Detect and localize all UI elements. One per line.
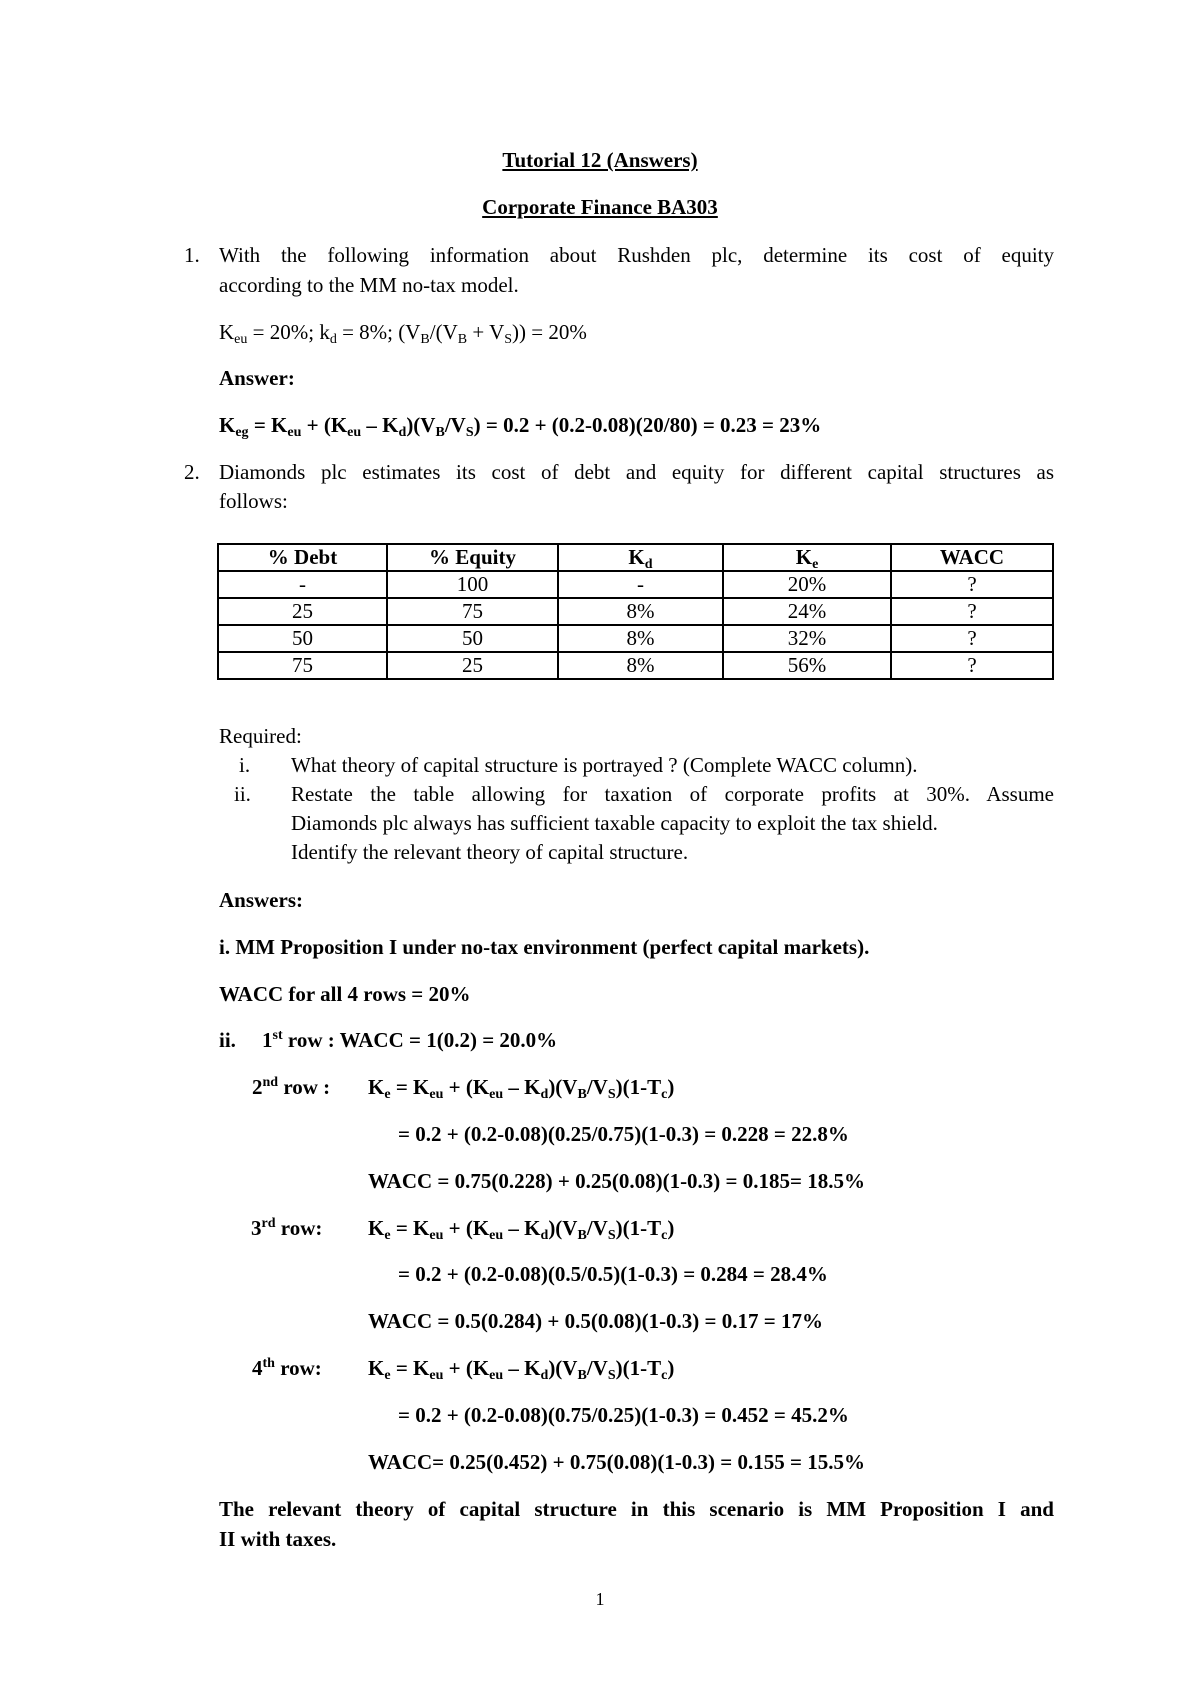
cell-kd: - [558,571,723,598]
cell-kd: 8% [558,652,723,679]
row1-wacc-calc: row : WACC = 1(0.2) = 20.0% [282,1028,558,1052]
conclusion-line2: II with taxes. [219,1527,337,1551]
row1-wacc: 1st row : WACC = 1(0.2) = 20.0% [262,1028,558,1052]
answer-i-text: i. MM Proposition I under no-tax environment (perfect capital markets). [219,935,870,959]
row4-ke-formula: $K_e = K_{eu} + (K_{eu} - K_d)(V_B/V_S)(1-T_c)$ [368,1356,675,1383]
q1-given: $K_{eu} = 20\%$; $k_d = 8\%$; $(V_B/(V_B + V_S)) = 20\%$ [219,320,587,347]
row3-ke-calc: = 0.2 + (0.2-0.08)(0.5/0.5)(1-0.3) = 0.284 = 28.4% [398,1262,828,1286]
page-number: 1 [595,1589,605,1609]
document-title: Tutorial 12 (Answers) [502,148,698,172]
q1-text-line2: according to the MM no-tax model. [219,273,519,297]
q1-answer-result: = 0.2 + (0.2-0.08)(20/80) = 0.23 = 23% [480,413,822,437]
wacc-all-rows: WACC for all 4 rows = 20% [219,982,471,1006]
header-ke: $K_e$ [723,544,891,571]
table-row [218,652,1053,679]
capital-structure-table [217,543,1054,680]
answer-ii-number: ii. [219,1028,236,1052]
cell-wacc: ? [891,598,1053,625]
table-row [218,598,1053,625]
row2-wacc: WACC = 0.75(0.228) + 0.25(0.08)(1-0.3) = 0.185= 18.5% [368,1169,865,1193]
row4-ke-calc: = 0.2 + (0.2-0.08)(0.75/0.25)(1-0.3) = 0.452 = 45.2% [398,1403,849,1427]
req-ii-text-line3: Identify the relevant theory of capital structure. [291,840,689,864]
row2-label: 2nd row : [252,1075,331,1099]
cell-equity: 25 [387,652,558,679]
row3-ke-formula: $K_e = K_{eu} + (K_{eu} - K_d)(V_B/V_S)(1-T_c)$ [368,1216,675,1243]
row2-ke-formula: $K_e = K_{eu} + (K_{eu} - K_d)(V_B/V_S)(1-T_c)$ [368,1075,675,1102]
cell-equity: 75 [387,598,558,625]
q2-number: 2. [184,460,200,484]
cell-debt: 50 [218,625,387,652]
req-ii-text-line1: Restate the table allowing for taxation of corporate profits at 30%. Assume [291,782,1054,806]
cell-debt: 25 [218,598,387,625]
cell-ke: 20% [723,571,891,598]
cell-wacc: ? [891,571,1053,598]
req-ii-number: ii. [234,782,251,806]
cell-ke: 32% [723,625,891,652]
q1-keu-value: 20% [269,320,309,344]
row4-label: 4th row: [252,1356,322,1380]
q1-kd-value: 8% [359,320,388,344]
cell-ke: 56% [723,652,891,679]
q1-number: 1. [184,243,200,267]
header-debt: % Debt [218,544,387,571]
req-i-number: i. [239,753,251,777]
header-kd: $K_d$ [558,544,723,571]
cell-wacc: ? [891,625,1053,652]
row3-label: 3rd row: [251,1216,323,1240]
q1-text-line1: With the following information about Rushden plc, determine its cost of equity [219,243,1054,267]
q2-text-line1: Diamonds plc estimates its cost of debt and equity for different capital structures as [219,460,1054,484]
cell-kd: 8% [558,625,723,652]
header-equity: % Equity [387,544,558,571]
q1-answer-formula: $K_{eg} = K_{eu} + (K_{eu} - K_d)(V_B/V_S) = 0.2 + (0.2-0.08)(20/80) = 0.23 = 23\%$ [219,413,822,440]
table-row [218,625,1053,652]
table-header-row [218,544,1053,571]
required-label: Required: [219,724,302,748]
cell-debt: - [218,571,387,598]
cell-kd: 8% [558,598,723,625]
cell-equity: 100 [387,571,558,598]
answers-label: Answers: [219,888,303,912]
course-title: Corporate Finance BA303 [482,195,718,219]
q1-ratio-value: 20% [548,320,587,344]
q2-text-line2: follows: [219,489,288,513]
cell-equity: 50 [387,625,558,652]
q1-answer-label: Answer: [219,366,295,390]
header-wacc: WACC [891,544,1053,571]
cell-debt: 75 [218,652,387,679]
row3-wacc: WACC = 0.5(0.284) + 0.5(0.08)(1-0.3) = 0.17 = 17% [368,1309,823,1333]
cell-ke: 24% [723,598,891,625]
req-ii-text-line2: Diamonds plc always has sufficient taxable capacity to exploit the tax shield. [291,811,938,835]
req-i-text: What theory of capital structure is portrayed ? (Complete WACC column). [291,753,918,777]
row4-wacc: WACC= 0.25(0.452) + 0.75(0.08)(1-0.3) = 0.155 = 15.5% [368,1450,865,1474]
conclusion-line1: The relevant theory of capital structure in this scenario is MM Proposition I and [219,1497,1054,1521]
cell-wacc: ? [891,652,1053,679]
table-row [218,571,1053,598]
row2-ke-calc: = 0.2 + (0.2-0.08)(0.25/0.75)(1-0.3) = 0.228 = 22.8% [398,1122,849,1146]
